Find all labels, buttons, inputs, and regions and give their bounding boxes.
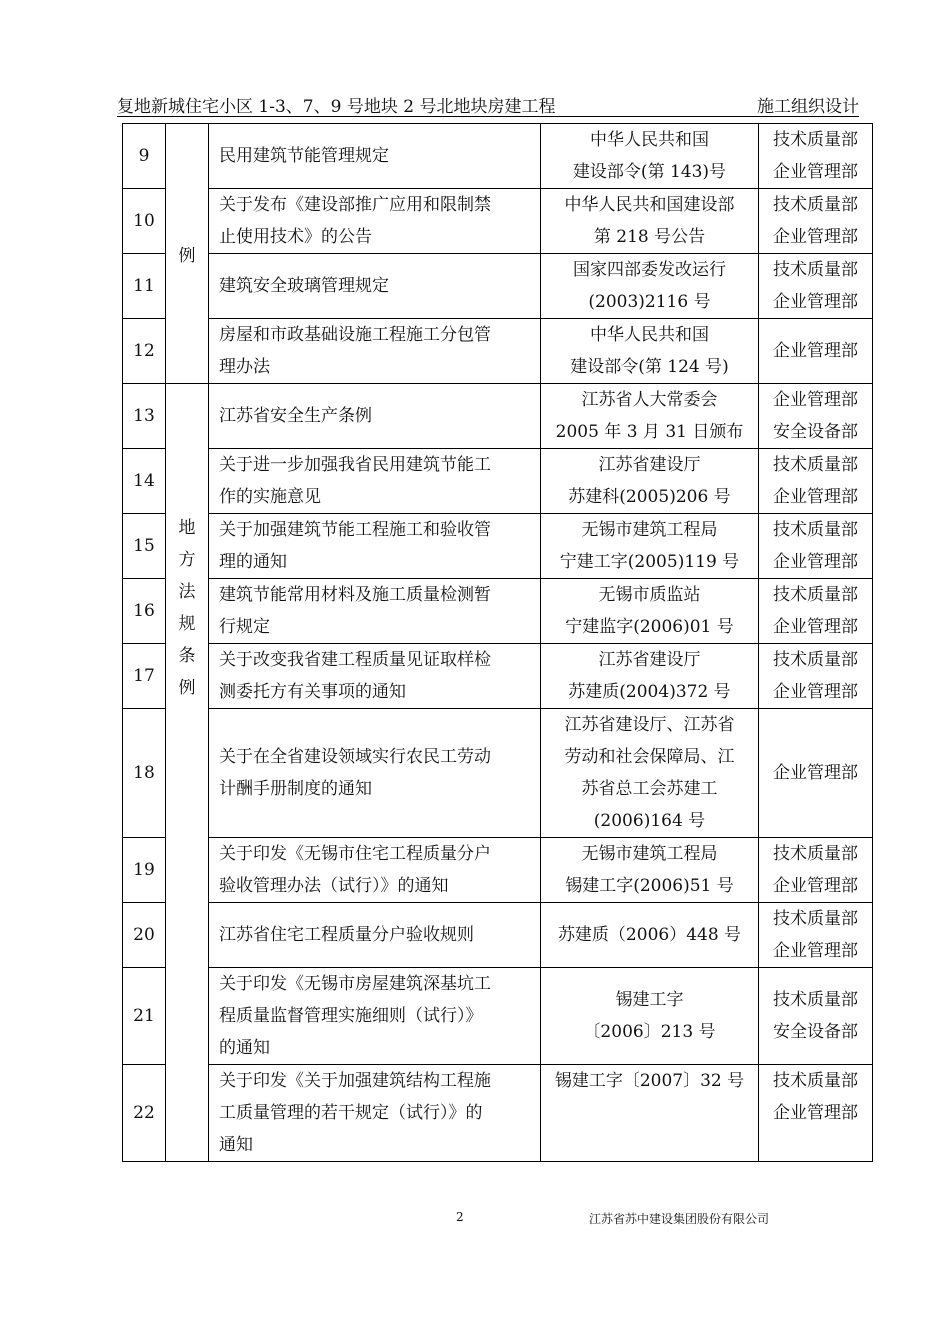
row-number: 14 xyxy=(123,449,166,514)
responsible-department-line: 企业管理部 xyxy=(773,552,858,572)
issuing-authority xyxy=(541,644,759,709)
regulation-name-line: 的通知 xyxy=(219,1038,270,1058)
regulation-name xyxy=(209,189,541,254)
regulation-name-line: 江苏省住宅工程质量分户验收规则 xyxy=(219,925,474,945)
issuing-authority xyxy=(541,319,759,384)
issuing-authority-line: 锡建工字〔2007〕32 号 xyxy=(554,1071,745,1091)
regulation-name-line: 理的通知 xyxy=(219,552,287,572)
table-row xyxy=(123,189,873,254)
issuing-authority xyxy=(541,1065,759,1162)
category-char: 方 xyxy=(178,550,196,570)
row-number: 17 xyxy=(123,644,166,709)
row-number: 19 xyxy=(123,838,166,903)
regulation-name xyxy=(209,254,541,319)
regulation-name xyxy=(209,514,541,579)
category-char: 条 xyxy=(178,646,196,666)
responsible-department xyxy=(759,968,873,1065)
responsible-department xyxy=(759,514,873,579)
table-row xyxy=(123,449,873,514)
responsible-department xyxy=(759,449,873,514)
issuing-authority-line: 江苏省建设厅 xyxy=(598,455,701,475)
regulation-name xyxy=(209,644,541,709)
category-local xyxy=(166,384,209,1162)
responsible-department-line: 技术质量部 xyxy=(773,520,858,540)
responsible-department-line: 企业管理部 xyxy=(773,682,858,702)
regulation-name-line: 关于进一步加强我省民用建筑节能工 xyxy=(219,455,491,475)
responsible-department xyxy=(759,709,873,838)
row-number: 16 xyxy=(123,579,166,644)
responsible-department-line: 技术质量部 xyxy=(773,990,858,1010)
issuing-authority xyxy=(541,514,759,579)
responsible-department xyxy=(759,903,873,968)
page-header xyxy=(117,90,859,117)
row-number: 22 xyxy=(123,1065,166,1162)
issuing-authority xyxy=(541,709,759,838)
issuing-authority-line: 苏建科(2005)206 号 xyxy=(568,487,731,507)
company-name: 江苏省苏中建设集团股份有限公司 xyxy=(589,1212,770,1226)
table-row xyxy=(123,514,873,579)
issuing-authority xyxy=(541,838,759,903)
responsible-department-line: 安全设备部 xyxy=(773,422,858,442)
issuing-authority xyxy=(541,254,759,319)
regulation-name-line: 程质量监督管理实施细则（试行）》 xyxy=(219,1006,483,1026)
regulation-name xyxy=(209,903,541,968)
regulation-name xyxy=(209,838,541,903)
row-number: 15 xyxy=(123,514,166,579)
responsible-department-line: 企业管理部 xyxy=(773,162,858,182)
regulation-name xyxy=(209,124,541,189)
table-row xyxy=(123,838,873,903)
responsible-department xyxy=(759,254,873,319)
issuing-authority-line: 中华人民共和国 xyxy=(590,130,709,150)
responsible-department-line: 企业管理部 xyxy=(773,941,858,961)
responsible-department-line: 企业管理部 xyxy=(773,763,858,783)
regulation-name-line: 关于在全省建设领域实行农民工劳动 xyxy=(219,747,491,767)
regulation-name-line: 关于印发《无锡市住宅工程质量分户 xyxy=(219,844,491,864)
responsible-department-line: 技术质量部 xyxy=(773,130,858,150)
document-type: 施工组织设计 xyxy=(757,97,859,117)
row-number: 12 xyxy=(123,319,166,384)
table-row xyxy=(123,124,873,189)
row-number: 9 xyxy=(123,124,166,189)
regulation-name-line: 江苏省安全生产条例 xyxy=(219,406,372,426)
table-row xyxy=(123,903,873,968)
regulation-name-line: 验收管理办法（试行）》的通知 xyxy=(219,876,449,896)
issuing-authority-line: 锡建工字(2006)51 号 xyxy=(565,876,734,896)
issuing-authority-line: 国家四部委发改运行 xyxy=(573,260,726,280)
regulation-name xyxy=(209,449,541,514)
regulation-name-line: 理办法 xyxy=(219,357,270,377)
row-number: 20 xyxy=(123,903,166,968)
category-char: 例 xyxy=(178,246,196,266)
issuing-authority-line: 江苏省建设厅、江苏省 xyxy=(564,715,735,735)
issuing-authority-line: (2003)2116 号 xyxy=(588,292,711,312)
regulation-name xyxy=(209,579,541,644)
regulation-name-line: 建筑节能常用材料及施工质量检测暂 xyxy=(219,585,491,605)
responsible-department-line: 技术质量部 xyxy=(773,909,858,929)
issuing-authority-line: 2005 年 3 月 31 日颁布 xyxy=(555,422,744,442)
issuing-authority-line: 无锡市质监站 xyxy=(598,585,701,605)
responsible-department-line: 企业管理部 xyxy=(773,487,858,507)
regulation-name xyxy=(209,968,541,1065)
row-number: 18 xyxy=(123,709,166,838)
regulation-name-line: 关于发布《建设部推广应用和限制禁 xyxy=(219,195,491,215)
category-char: 地 xyxy=(178,518,196,538)
table-row xyxy=(123,1065,873,1162)
category-char: 法 xyxy=(178,582,196,602)
responsible-department-line: 企业管理部 xyxy=(773,617,858,637)
responsible-department-line: 安全设备部 xyxy=(773,1022,858,1042)
issuing-authority-line: 江苏省建设厅 xyxy=(598,650,701,670)
responsible-department-line: 技术质量部 xyxy=(773,650,858,670)
issuing-authority-line: 无锡市建筑工程局 xyxy=(581,844,718,864)
regulations-table xyxy=(122,123,873,1162)
responsible-department xyxy=(759,644,873,709)
regulation-name xyxy=(209,384,541,449)
responsible-department-line: 企业管理部 xyxy=(773,341,858,361)
issuing-authority-line: 劳动和社会保障局、江 xyxy=(564,747,735,767)
row-number: 10 xyxy=(123,189,166,254)
issuing-authority xyxy=(541,903,759,968)
table-row xyxy=(123,709,873,838)
issuing-authority xyxy=(541,189,759,254)
responsible-department xyxy=(759,838,873,903)
regulation-name xyxy=(209,709,541,838)
issuing-authority-line: 中华人民共和国 xyxy=(590,325,709,345)
responsible-department xyxy=(759,384,873,449)
regulation-name-line: 工质量管理的若干规定（试行）》的 xyxy=(219,1103,483,1123)
regulation-name-line: 民用建筑节能管理规定 xyxy=(219,146,389,166)
regulation-name-line: 通知 xyxy=(219,1135,253,1155)
issuing-authority xyxy=(541,384,759,449)
issuing-authority-line: 〔2006〕213 号 xyxy=(583,1022,716,1042)
regulation-name-line: 止使用技术》的公告 xyxy=(219,227,372,247)
issuing-authority-line: 建设部令(第 124 号) xyxy=(570,357,729,377)
table-row xyxy=(123,579,873,644)
regulation-name-line: 建筑安全玻璃管理规定 xyxy=(219,276,389,296)
responsible-department-line: 技术质量部 xyxy=(773,844,858,864)
issuing-authority-line: 无锡市建筑工程局 xyxy=(581,520,718,540)
issuing-authority-line: 宁建工字(2005)119 号 xyxy=(559,552,740,572)
table-row xyxy=(123,968,873,1065)
regulation-name-line: 行规定 xyxy=(219,617,270,637)
issuing-authority-line: 锡建工字 xyxy=(615,990,684,1010)
responsible-department-line: 技术质量部 xyxy=(773,585,858,605)
regulation-name xyxy=(209,319,541,384)
issuing-authority-line: 第 218 号公告 xyxy=(593,227,706,247)
responsible-department-line: 技术质量部 xyxy=(773,1071,858,1091)
responsible-department xyxy=(759,189,873,254)
issuing-authority xyxy=(541,968,759,1065)
responsible-department-line: 技术质量部 xyxy=(773,195,858,215)
responsible-department-line: 技术质量部 xyxy=(773,455,858,475)
table-row xyxy=(123,384,873,449)
page-number: 2 xyxy=(456,1210,464,1224)
responsible-department xyxy=(759,1065,873,1162)
regulation-name-line: 计酬手册制度的通知 xyxy=(219,779,372,799)
responsible-department xyxy=(759,319,873,384)
issuing-authority xyxy=(541,579,759,644)
issuing-authority xyxy=(541,124,759,189)
regulation-name-line: 房屋和市政基础设施工程施工分包管 xyxy=(219,325,491,345)
issuing-authority-line: 苏省总工会苏建工 xyxy=(581,779,718,799)
regulation-name xyxy=(209,1065,541,1162)
issuing-authority-line: 宁建监字(2006)01 号 xyxy=(565,617,734,637)
responsible-department xyxy=(759,124,873,189)
table-row xyxy=(123,644,873,709)
regulations-table-body xyxy=(123,124,873,1162)
regulation-name-line: 关于加强建筑节能工程施工和验收管 xyxy=(219,520,491,540)
category-char: 规 xyxy=(178,614,196,634)
issuing-authority xyxy=(541,449,759,514)
responsible-department-line: 企业管理部 xyxy=(773,292,858,312)
project-title: 复地新城住宅小区 1-3、7、9 号地块 2 号北地块房建工程 xyxy=(117,97,556,117)
responsible-department-line: 技术质量部 xyxy=(773,260,858,280)
table-row xyxy=(123,254,873,319)
responsible-department-line: 企业管理部 xyxy=(773,1103,858,1123)
responsible-department xyxy=(759,579,873,644)
row-number: 13 xyxy=(123,384,166,449)
issuing-authority-line: 中华人民共和国建设部 xyxy=(564,195,735,215)
regulation-name-line: 作的实施意见 xyxy=(219,487,321,507)
issuing-authority-line: 苏建质(2004)372 号 xyxy=(568,682,731,702)
category-char: 例 xyxy=(178,678,196,698)
table-row xyxy=(123,319,873,384)
responsible-department-line: 企业管理部 xyxy=(773,227,858,247)
regulation-name-line: 关于印发《无锡市房屋建筑深基坑工 xyxy=(219,974,491,994)
regulation-name-line: 关于改变我省建工程质量见证取样检 xyxy=(219,650,491,670)
issuing-authority-line: 建设部令(第 143)号 xyxy=(572,162,727,182)
regulation-name-line: 关于印发《关于加强建筑结构工程施 xyxy=(219,1071,491,1091)
row-number: 11 xyxy=(123,254,166,319)
category-national xyxy=(166,124,209,384)
row-number: 21 xyxy=(123,968,166,1065)
issuing-authority-line: 苏建质（2006）448 号 xyxy=(557,925,742,945)
regulation-name-line: 测委托方有关事项的通知 xyxy=(219,682,406,702)
issuing-authority-line: (2006)164 号 xyxy=(593,811,706,831)
responsible-department-line: 企业管理部 xyxy=(773,390,858,410)
responsible-department-line: 企业管理部 xyxy=(773,876,858,896)
issuing-authority-line: 江苏省人大常委会 xyxy=(581,390,718,410)
